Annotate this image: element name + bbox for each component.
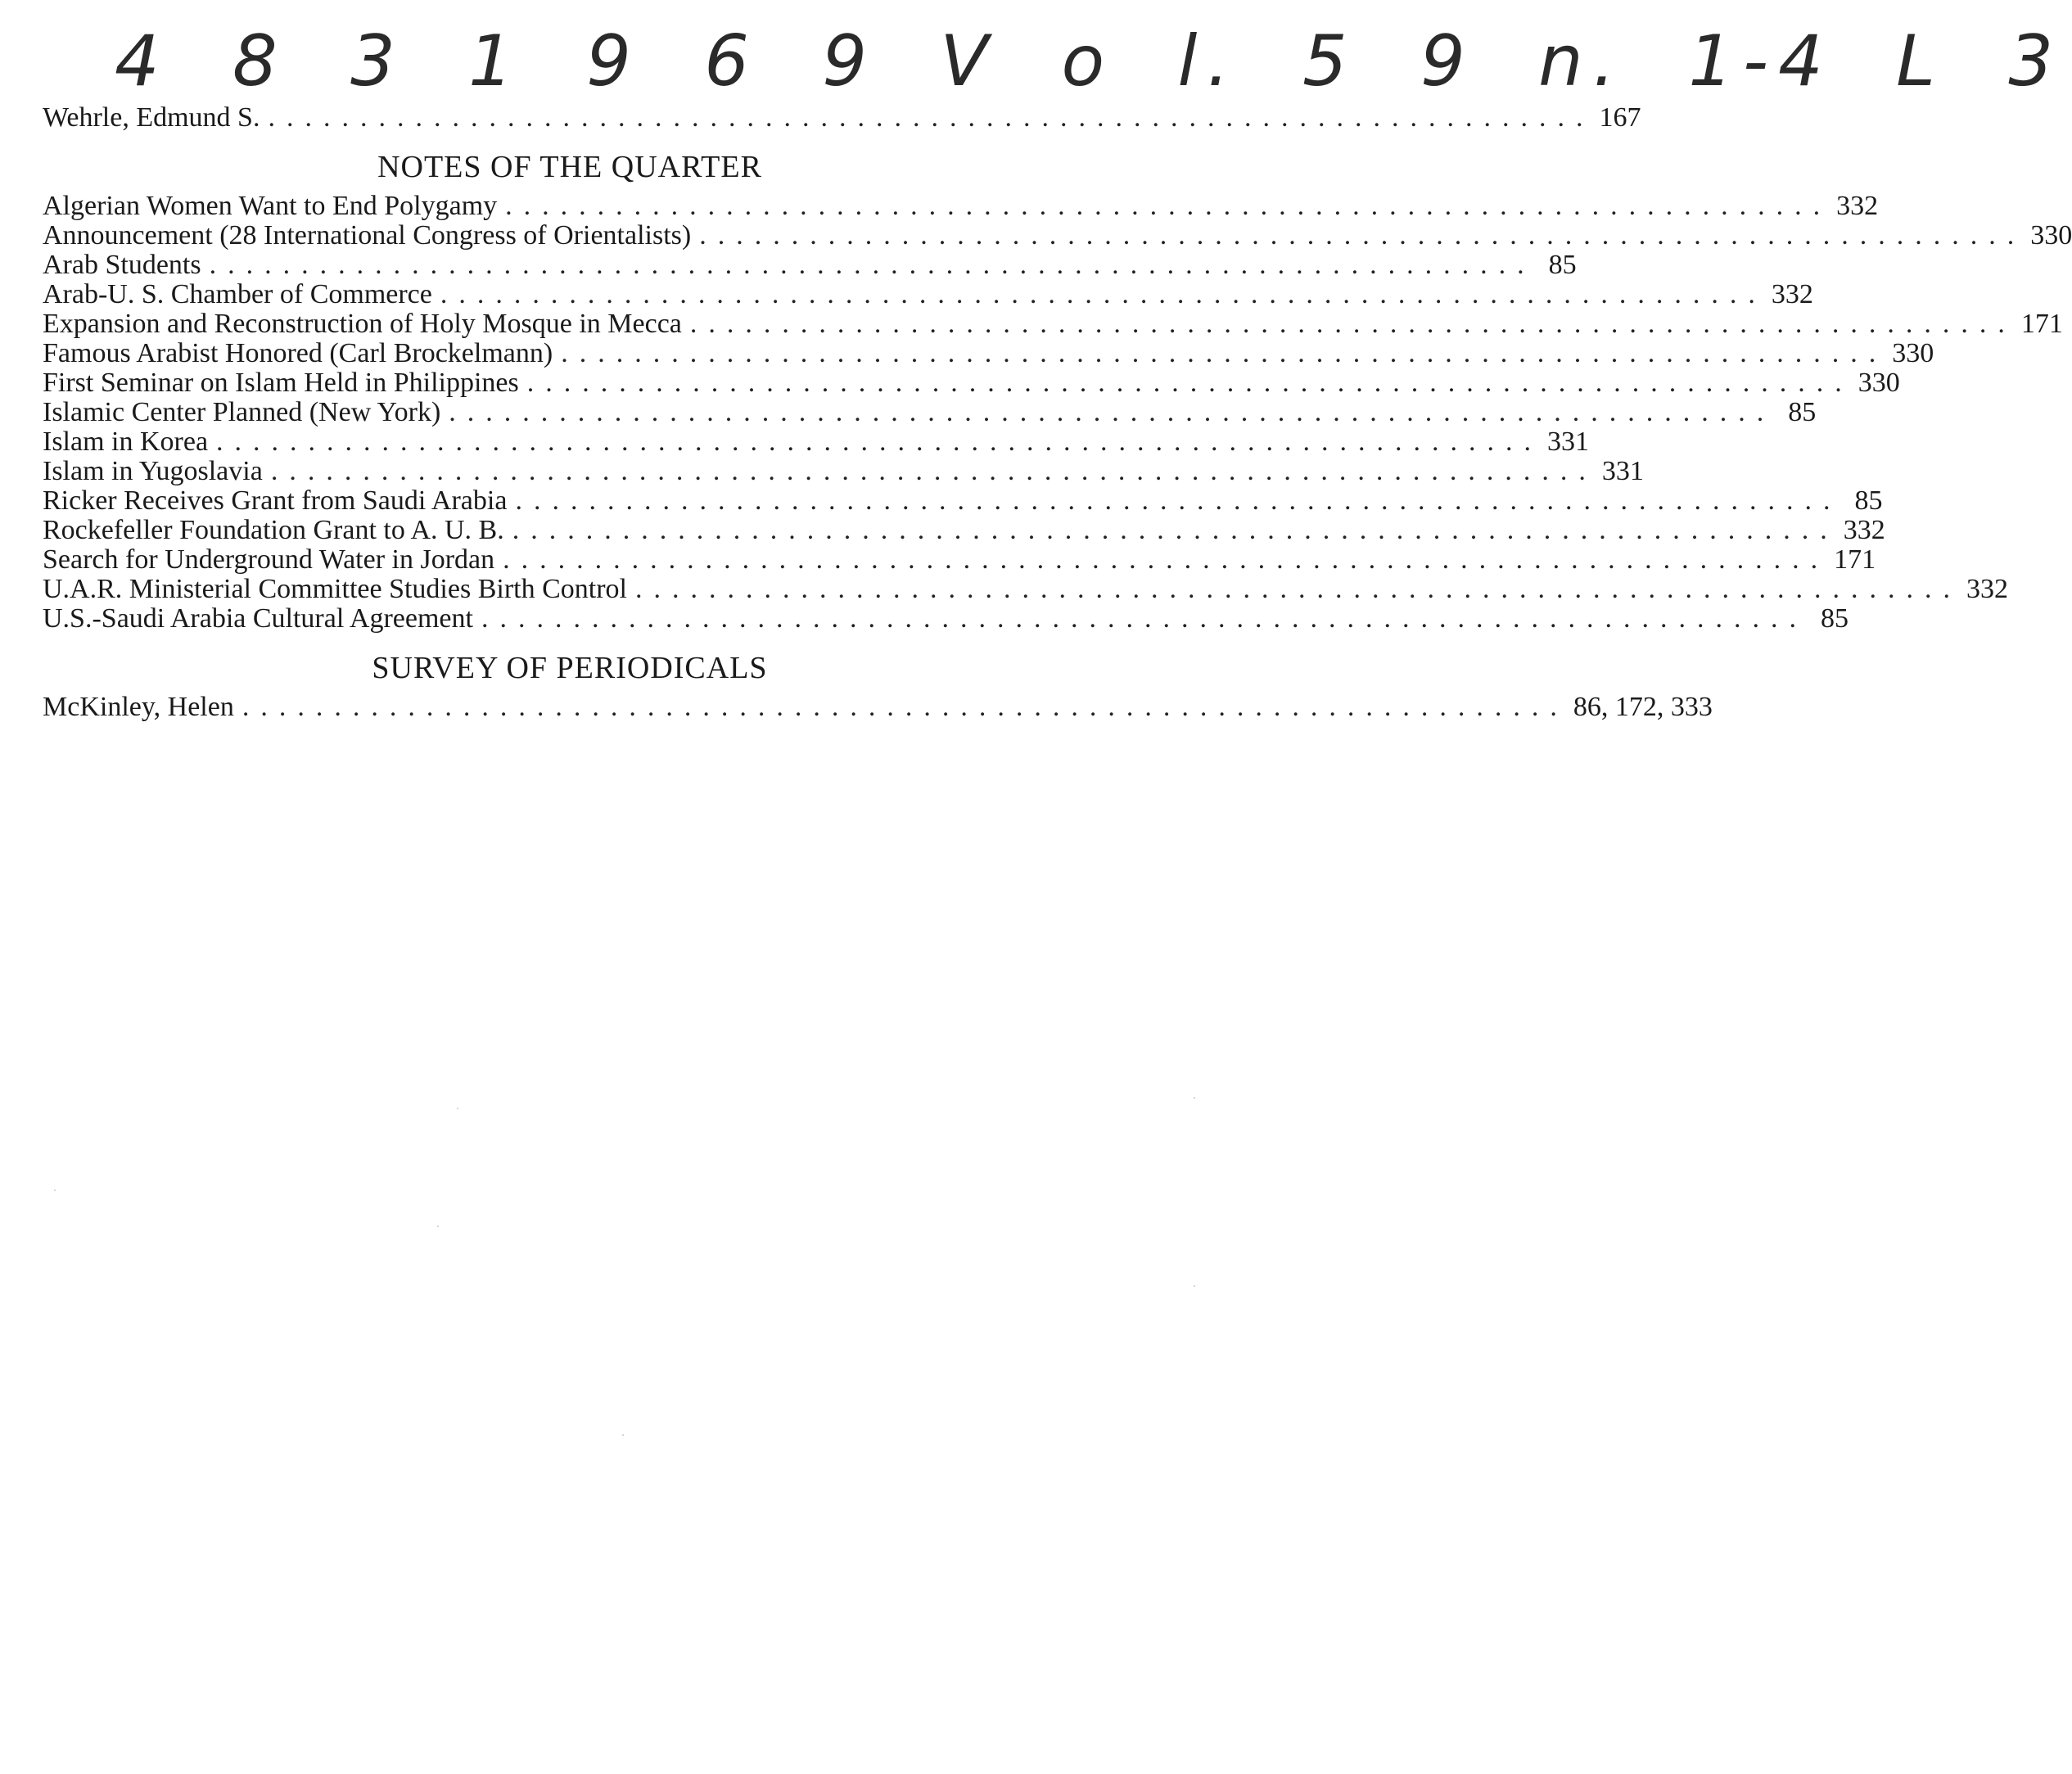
entry-page: 85 — [1820, 603, 1849, 634]
index-entry — [43, 427, 1590, 457]
dot-leader: ........................................................................ — [440, 279, 1767, 309]
entry-title: Rockefeller Foundation Grant to A. U. B. — [43, 515, 504, 545]
entry-title: Islam in Korea — [43, 427, 209, 457]
entry-title: Wehrle, Edmund S. — [43, 102, 260, 133]
notes-of-the-quarter-heading: NOTES OF THE QUARTER — [377, 150, 762, 184]
index-entry — [43, 397, 1817, 427]
dot-leader: ........................................................................ — [216, 427, 1543, 457]
entry-title: First Seminar on Islam Held in Philippines — [43, 368, 519, 398]
scan-speck — [437, 1226, 439, 1227]
entry-page: 85 — [1854, 485, 1883, 516]
index-entry — [43, 515, 1885, 545]
entry-title: Search for Underground Water in Jordan — [43, 544, 495, 575]
dot-leader: ........................................................................ — [512, 515, 1839, 545]
entry-page: 85 — [1788, 397, 1817, 427]
entry-title: U.S.-Saudi Arabia Cultural Agreement — [43, 603, 473, 634]
entry-page: 171 — [2020, 309, 2063, 339]
index-entry — [43, 220, 2072, 251]
entry-page: 332 — [1836, 191, 1879, 221]
entry-title: Arab-U. S. Chamber of Commerce — [43, 279, 432, 309]
survey-of-periodicals-heading: SURVEY OF PERIODICALS — [372, 651, 768, 685]
entry-page: 86, 172, 333 — [1573, 692, 1713, 722]
dot-leader: ........................................................................ — [699, 220, 2026, 251]
index-entry — [43, 250, 1577, 280]
entry-page: 331 — [1547, 427, 1590, 457]
scan-speck — [54, 1189, 56, 1191]
entry-page: 171 — [1834, 544, 1876, 575]
dot-leader: ........................................................................ — [505, 191, 1832, 221]
dot-leader: ........................................................................ — [503, 544, 1830, 575]
index-entry — [43, 485, 1883, 516]
entry-page: 330 — [1858, 368, 1900, 398]
index-entry — [43, 456, 1644, 486]
dot-leader: ........................................................................ — [561, 338, 1888, 368]
entry-title: Announcement (28 International Congress of Orientalists) — [43, 220, 692, 251]
entry-page: 167 — [1599, 102, 1641, 133]
entry-title: U.A.R. Ministerial Committee Studies Birth Control — [43, 574, 627, 604]
scan-speck — [1194, 1285, 1195, 1287]
dot-leader: ........................................................................ — [481, 603, 1808, 634]
entry-title: McKinley, Helen — [43, 692, 234, 722]
entry-page: 85 — [1548, 250, 1577, 280]
index-entry — [43, 603, 1849, 634]
dot-leader: ........................................................................ — [689, 309, 2016, 339]
entry-title: Islam in Yugoslavia — [43, 456, 263, 486]
entry-page: 330 — [1892, 338, 1934, 368]
scan-speck — [622, 1434, 624, 1436]
entry-title: Algerian Women Want to End Polygamy — [43, 191, 498, 221]
dot-leader: ........................................................................ — [526, 368, 1853, 398]
index-entry — [43, 574, 2008, 604]
handwritten-annotation: 4 8 3 1 9 6 9 V o l. 5 9 n. 1-4 L 3 — [115, 20, 2064, 102]
index-entry — [43, 191, 1879, 221]
entry-title: Expansion and Reconstruction of Holy Mosque in Mecca — [43, 309, 682, 339]
dot-leader: ........................................................................ — [515, 485, 1842, 516]
entry-page: 331 — [1601, 456, 1644, 486]
entry-page: 332 — [1771, 279, 1813, 309]
scan-speck — [457, 1108, 458, 1109]
entry-title: Ricker Receives Grant from Saudi Arabia — [43, 485, 508, 516]
entry-title: Islamic Center Planned (New York) — [43, 397, 441, 427]
entry-title: Arab Students — [43, 250, 201, 280]
index-entry — [43, 102, 1641, 133]
dot-leader: ........................................................................ — [449, 397, 1776, 427]
index-entry — [43, 338, 1934, 368]
entry-title: Famous Arabist Honored (Carl Brockelmann) — [43, 338, 553, 368]
dot-leader: ........................................................................ — [268, 102, 1595, 133]
index-entry — [43, 309, 2063, 339]
index-entry — [43, 544, 1876, 575]
index-entry — [43, 368, 1900, 398]
dot-leader: ........................................................................ — [270, 456, 1597, 486]
dot-leader: ........................................................................ — [209, 250, 1536, 280]
entry-page: 332 — [1966, 574, 2008, 604]
entry-page: 332 — [1843, 515, 1885, 545]
dot-leader: ........................................................................ — [242, 692, 1569, 722]
index-entry — [43, 692, 1713, 722]
dot-leader: ........................................................................ — [634, 574, 1961, 604]
scan-speck — [1194, 1097, 1195, 1099]
entry-page: 330 — [2030, 220, 2072, 251]
index-entry — [43, 279, 1813, 309]
